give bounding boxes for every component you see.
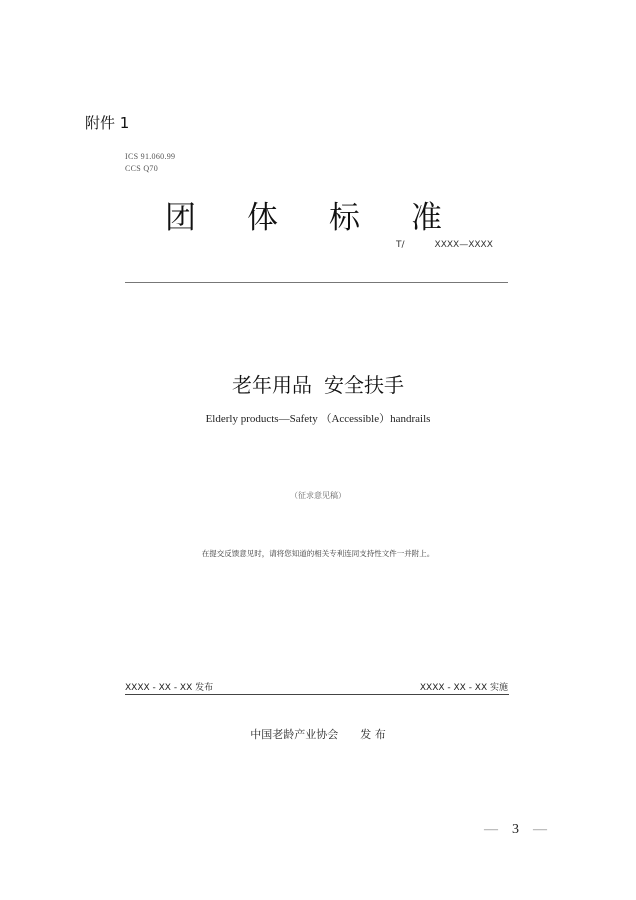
issuer (0, 726, 636, 742)
page-dash-right: — (533, 822, 547, 837)
standard-type-heading: 团体标准 (165, 200, 493, 236)
page-number (484, 822, 547, 838)
footer-divider (125, 694, 509, 695)
implementation-date: XXXX - XX - XX 实施 (419, 683, 508, 693)
ics-code: ICS 91.060.99 (125, 152, 176, 161)
issuer-action: 发 布 (360, 728, 386, 741)
attachment-label: 附件 1 (85, 114, 130, 132)
header-divider (125, 282, 508, 283)
issue-date: XXXX - XX - XX 发布 (125, 683, 214, 693)
draft-stage-label: （征求意见稿） (290, 491, 346, 500)
standard-number-prefix: T/ (396, 240, 405, 250)
title-chinese-part1: 老年用品 (232, 373, 312, 397)
standard-number (396, 240, 493, 250)
patent-notice: 在提交反馈意见时，请将您知道的相关专利连同支持性文件一并附上。 (201, 549, 435, 558)
title-chinese-part2: 安全扶手 (324, 373, 404, 397)
title-chinese (0, 369, 636, 398)
title-english: Elderly products—Safety （Accessible）handrails (205, 413, 431, 425)
standard-number-value: XXXX—XXXX (434, 240, 493, 250)
page-number-value: 3 (512, 822, 519, 837)
issuer-organization: 中国老龄产业协会 (250, 728, 339, 741)
page-dash-left: — (484, 822, 498, 837)
ccs-code: CCS Q70 (125, 164, 158, 173)
